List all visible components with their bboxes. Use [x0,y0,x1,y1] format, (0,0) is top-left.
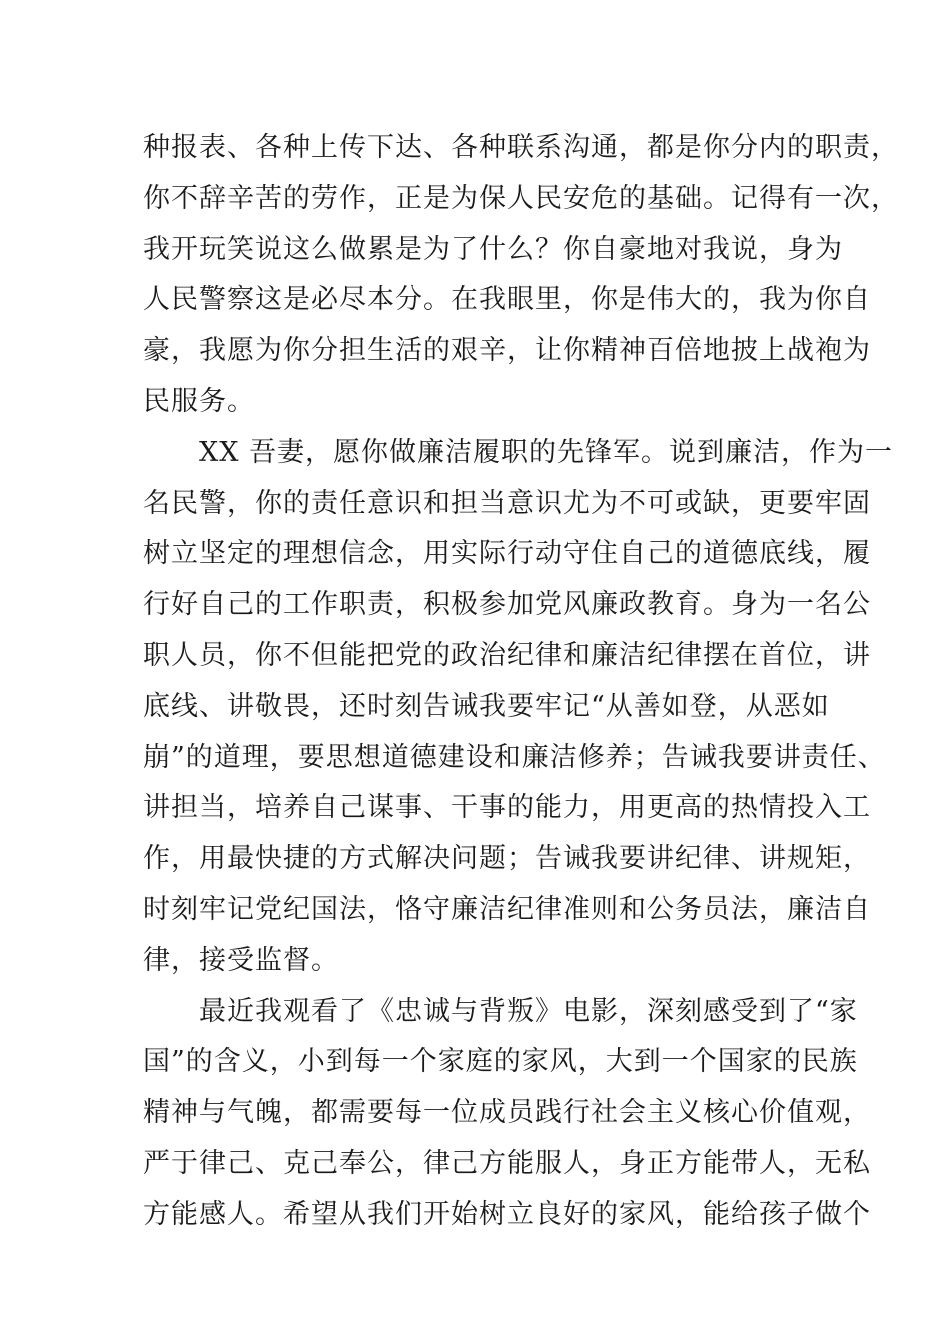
text-line: 人民警察这是必尽本分。在我眼里，你是伟大的，我为你自 [143,284,871,316]
text-line: 律，接受监督。 [143,944,339,976]
text-line: 时刻牢记党纪国法，恪守廉洁纪律准则和公务员法，廉洁自 [143,893,871,925]
text-line: 名民警，你的责任意识和担当意识尤为不可或缺，更要牢固 [143,487,871,519]
text-line: 作，用最快捷的方式解决问题；告诫我要讲纪律、讲规矩， [143,843,871,875]
text-line: 种报表、各种上传下达、各种联系沟通，都是你分内的职责， [143,132,899,163]
body-text [143,123,899,1241]
paragraph-first-line: XX 吾妻，愿你做廉洁履职的先锋军。说到廉洁，作为一 [199,436,894,468]
text-line: 树立坚定的理想信念，用实际行动守住自己的道德底线，履 [143,538,871,570]
text-line: 讲担当，培养自己谋事、干事的能力，用更高的热情投入工 [143,792,871,824]
text-line: 崩”的道理，要思想道德建设和廉洁修养；告诫我要讲责任、 [143,741,886,773]
text-line: 行好自己的工作职责，积极参加党风廉政教育。身为一名公 [143,589,871,621]
text-line: 职人员，你不但能把党的政治纪律和廉洁纪律摆在首位，讲 [143,639,871,671]
text-line: 方能感人。希望从我们开始树立良好的家风，能给孩子做个 [143,1198,871,1230]
text-line: 精神与气魄，都需要每一位成员践行社会主义核心价值观， [143,1097,871,1129]
text-line: 底线、讲敬畏，还时刻告诫我要牢记“从善如登，从恶如 [143,690,830,722]
text-line: 我开玩笑说这么做累是为了什么？你自豪地对我说，身为 [143,233,843,265]
text-line: 国”的含义，小到每一个家庭的家风，大到一个国家的民族 [143,1046,858,1078]
text-line: 你不辞辛苦的劳作，正是为保人民安危的基础。记得有一次， [143,182,899,214]
text-line: 豪，我愿为你分担生活的艰辛，让你精神百倍地披上战袍为 [143,335,871,367]
paragraph-first-line: 最近我观看了《忠诚与背叛》电影，深刻感受到了“家 [199,995,858,1027]
text-line: 民服务。 [143,385,255,417]
text-line: 严于律己、克己奉公，律己方能服人，身正方能带人，无私 [143,1147,871,1179]
